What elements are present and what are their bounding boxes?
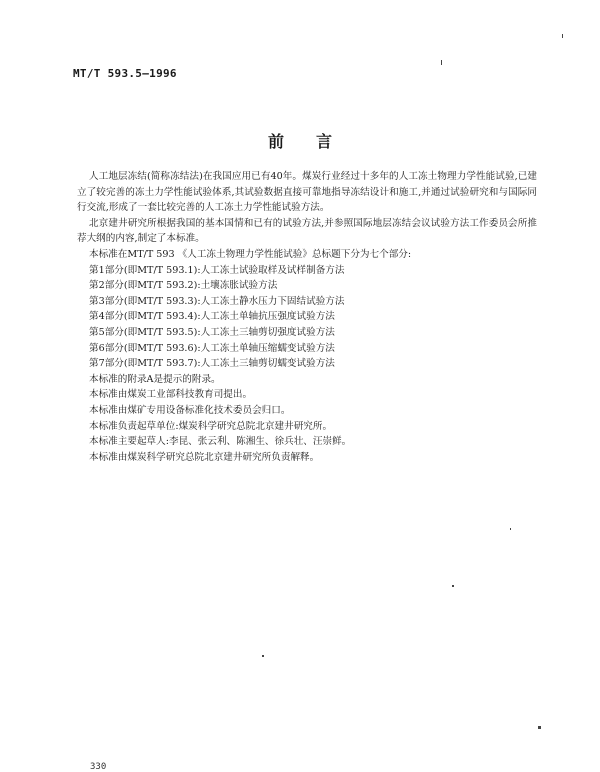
part-item: 第2部分(即MT/T 593.2):土壤冻胀试验方法 (89, 280, 278, 292)
part-item: 第3部分(即MT/T 593.3):人工冻土静水压力下固结试验方法 (89, 295, 345, 307)
interpretation-note: 本标准由煤炭科学研究总院北京建井研究所负责解释。 (89, 451, 320, 463)
scan-speck (262, 655, 264, 657)
part-item: 第7部分(即MT/T 593.7):人工冻土三轴剪切蠕变试验方法 (89, 358, 335, 370)
drafting-unit-note: 本标准负责起草单位:煤炭科学研究总院北京建井研究所。 (89, 420, 333, 432)
proposer-note: 本标准由煤炭工业部科技教育司提出。 (89, 389, 253, 401)
committee-note: 本标准由煤矿专用设备标准化技术委员会归口。 (89, 404, 291, 416)
paragraph-history: 人工地层冻结(简称冻结法)在我国应用已有40年。煤炭行业经过十多年的人工冻土物理力学性能试验,已建立了较完善的冻土力学性能试验体系,其试验数据直接可靠地指导冻结设计和施工,并通过试验研究和与国际同行交流,形成了一套比较完善的人工冻土力学性能试验方法。 (77, 171, 537, 214)
part-item: 第5部分(即MT/T 593.5):人工冻土三轴剪切强度试验方法 (89, 326, 335, 338)
part-item: 第1部分(即MT/T 593.1):人工冻土试验取样及试样制备方法 (89, 264, 345, 276)
standard-code: MT/T 593.5—1996 (73, 67, 177, 80)
part-item: 第6部分(即MT/T 593.6):人工冻土单轴压缩蠕变试验方法 (89, 342, 335, 354)
paragraph-basis: 北京建井研究所根据我国的基本国情和已有的试验方法,并参照国际地层冻结会议试验方法工作委员会所推荐大纲的内容,制定了本标准。 (77, 217, 537, 245)
standard-intro: 本标准在MT/T 593 《人工冻土物理力学性能试验》总标题下分为七个部分: (89, 248, 412, 260)
scan-speck (441, 60, 442, 65)
page-title: 前言 (267, 132, 364, 151)
scan-speck (562, 34, 563, 38)
page-number: 330 (90, 762, 107, 772)
part-item: 第4部分(即MT/T 593.4):人工冻土单轴抗压强度试验方法 (89, 311, 335, 323)
scan-speck (510, 528, 511, 530)
scan-speck (538, 726, 541, 729)
scan-speck (452, 585, 454, 587)
drafters-note: 本标准主要起草人:李昆、张云利、陈湘生、徐兵壮、汪崇鲜。 (89, 436, 352, 448)
appendix-note: 本标准的附录A是提示的附录。 (89, 373, 221, 385)
foreword-body (77, 169, 537, 465)
